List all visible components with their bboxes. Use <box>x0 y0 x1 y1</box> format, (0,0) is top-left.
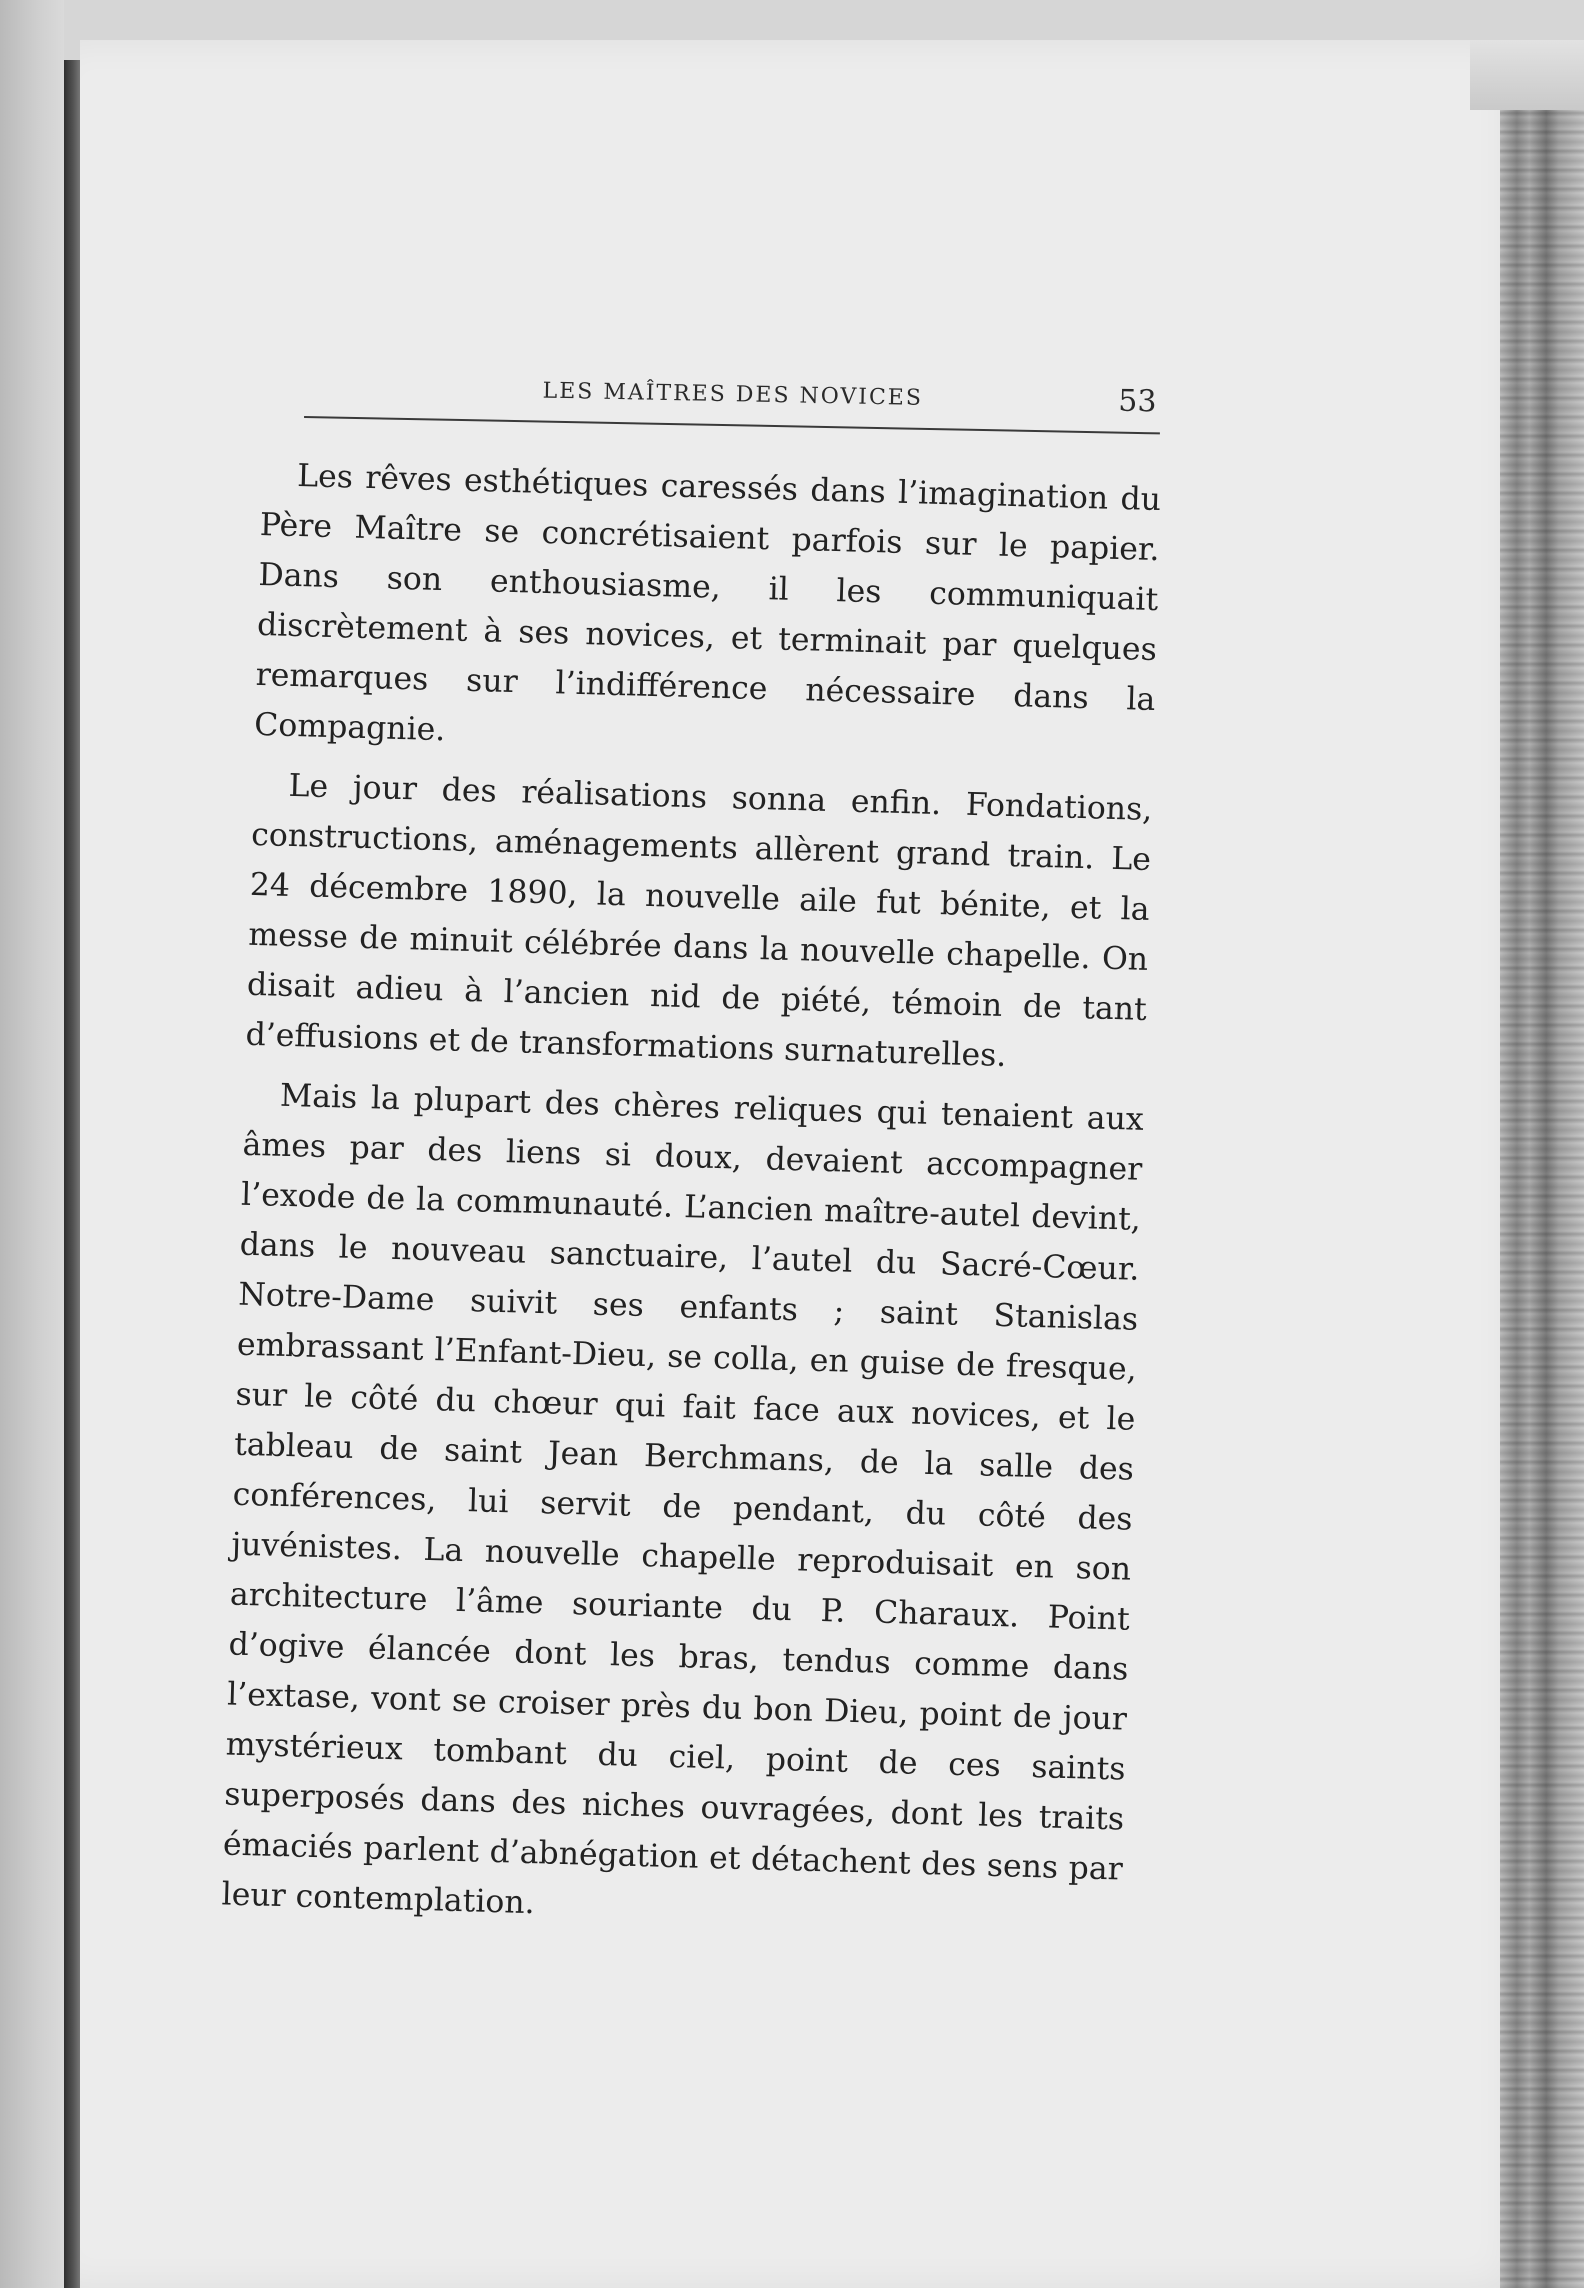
page-fore-edge <box>1500 110 1584 2288</box>
page-corner <box>1470 40 1584 110</box>
body-text <box>221 450 1162 1955</box>
paragraph: Les rêves esthétiques caressés dans l’imagination du Père Maître se concrétisaient parfois sur le papier. Dans son enthousiasme, il les communiquait discrètement à ses novices, et terminait par quelques remarques sur l’indifférence nécessaire dans la Compagnie. <box>253 458 1162 749</box>
running-head: LES MAÎTRES DES NOVICES <box>542 378 924 411</box>
scan-background-left <box>0 0 64 2288</box>
paragraph: Mais la plupart des chères reliques qui tenaient aux âmes par des liens si doux, devaient accompagner l’exode de la communauté. L’ancien maître-autel devint, dans le nouveau sanctuaire, l’autel du Sacré-Cœur. Notre-Dame suivit ses enfants ; saint Stanislas embrassant l’Enfant-Dieu, se colla, en guise de fresque, sur le côté du chœur qui fait face aux novices, et le tableau de saint Jean Berchmans, de la salle des conférences, lui servit de pendant, du côté des juvénistes. La nouvelle chapelle reproduisait en son architecture l’âme souriante du P. Charaux. Point d’ogive élancée dont les bras, tendus comme dans l’extase, vont se croiser près du bon Dieu, point de jour mystérieux tombant du ciel, point de ces saints superposés dans des niches ouvragées, dont les traits émaciés parlent d’abnégation et détachent des sens par leur contemplation. <box>221 1077 1145 1922</box>
book-spine-edge <box>64 60 80 2288</box>
page-number: 53 <box>1117 383 1157 420</box>
paragraph: Le jour des réalisations sonna enfin. Fondations, constructions, aménagements allèrent grand train. Le 24 décembre 1890, la nouvelle aile fut bénite, et la messe de minuit célébrée dans la nouvelle chapelle. On disait adieu à l’ancien nid de piété, témoin de tant d’effusions et de transformations surnaturelles. <box>245 767 1153 1075</box>
